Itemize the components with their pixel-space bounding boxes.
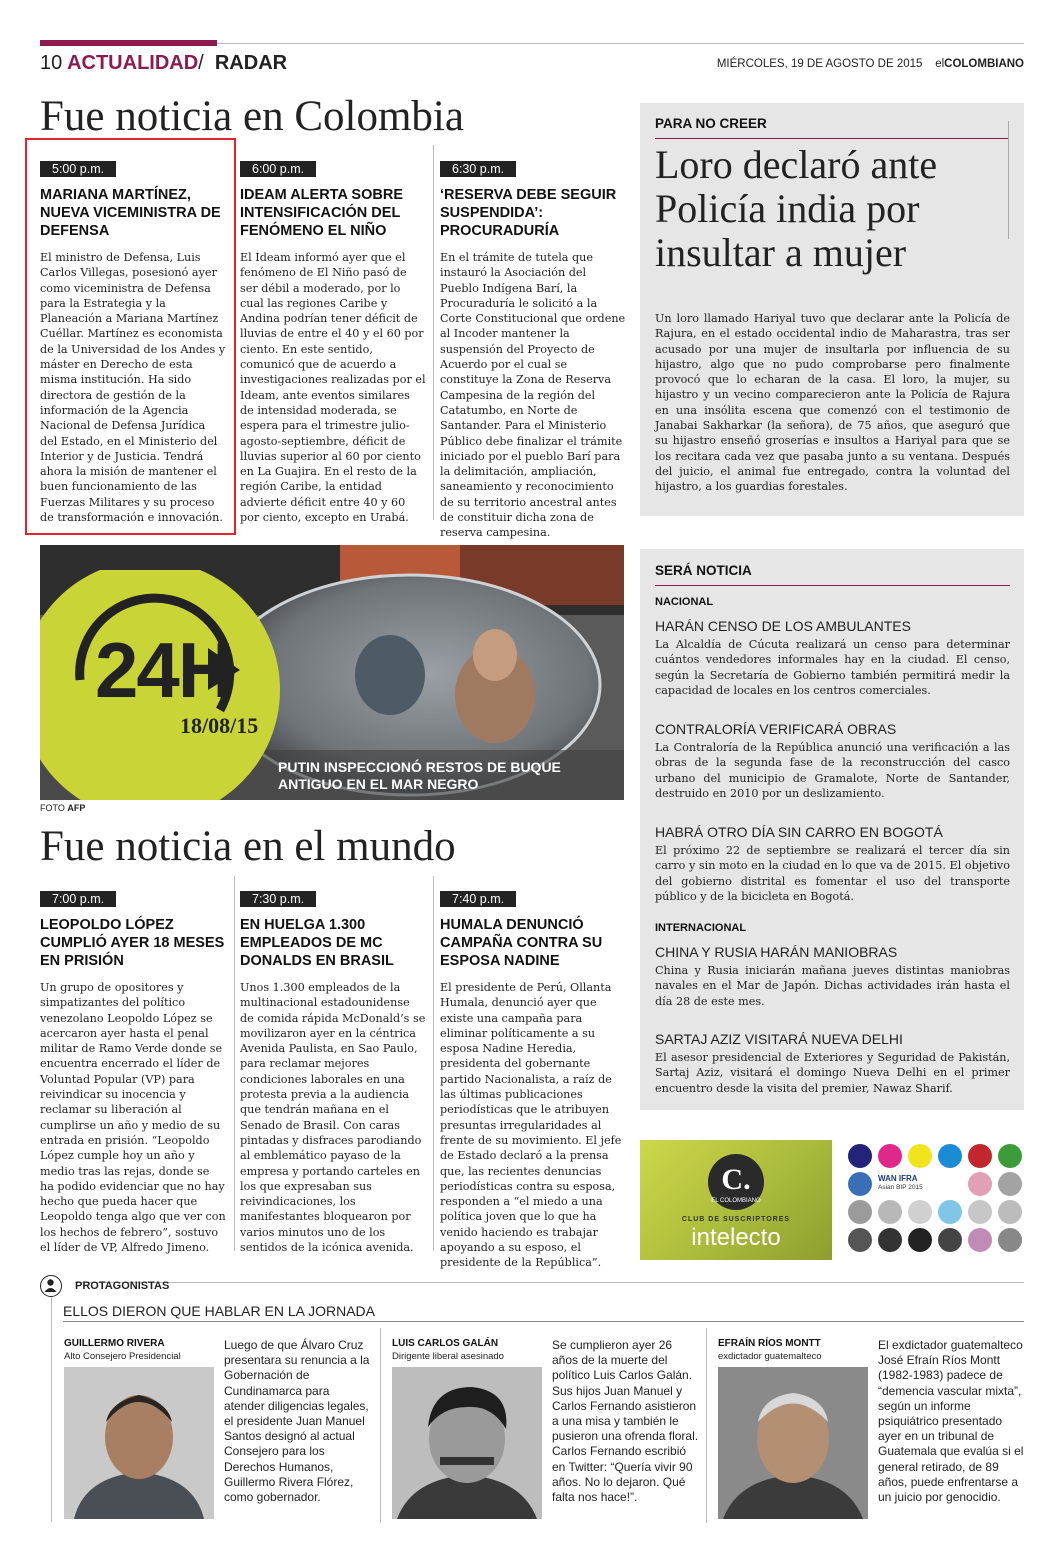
club-logo-icon: C. (708, 1154, 764, 1210)
column-divider (380, 1328, 381, 1523)
sera-noticia-item (655, 618, 1010, 698)
sera-noticia-item (655, 1031, 1010, 1096)
mundo-item-2 (240, 888, 426, 1255)
news-headline: EN HUELGA 1.300 EMPLEADOS DE MC DONALDS EN BRASIL (240, 917, 394, 969)
sera-noticia-headline: SARTAJ AZIZ VISITARÁ NUEVA DELHI (655, 1031, 903, 1047)
news-body: El Ideam informó ayer que el fenómeno de El Niño pasó de ser débil a moderado, por lo cual las regiones Caribe y Andina podrían tener déficit de lluvias de entre el 40 y el 60 por ciento. En este sentido, comunicó que de acuerdo a investigaciones realizadas por el Ideam, ante eventos similares de intensidad moderada, se espera para el trimestre julio-agosto-septiembre, déficit de lluvias superior al 60 por ciento en La Guajira. En el resto de la región Caribe, la entidad advierte déficit entre 40 y 60 por ciento, excepto en Urabá. (240, 251, 426, 525)
brand-prefix: el (935, 58, 945, 70)
news-body: Unos 1.300 empleados de la multinacional estadounidense de comida rápida McDonald’s se movilizaron ayer en la céntrica Avenida Paulista, en Sao Paulo, para reclamar mejores condiciones laborales en una protesta previa a la audiencia que tendrán mañana en el Senado de Brasil. Con caras pintadas y disfraces parodiando al emblemático payaso de la empresa y portando carteles en los que expresaban sus reivindicaciones, los manifestantes bloquearon por varios minutos uno de los sentidos de la icónica avenida. (240, 981, 426, 1255)
para-no-creer-box (640, 103, 1024, 516)
news-headline: IDEAM ALERTA SOBRE INTENSIFICACIÓN DEL FENÓMENO EL NIÑO (240, 187, 403, 239)
para-no-creer-body: Un loro llamado Hariyal tuvo que declarar ante la Policía de Rajura, en el estado occidental indio de Maharastra, tras ser acusado por una mujer de insultarla por influencia de su hijastro, algo que no pudo comprobarse pero finalmente provocó que lo echaran de la casa. El loro, la mujer, su hijastro y un vecino comparecieron ante la Policía de Rajura en una insólita escena que comenzó con el testimonio de Janabai Sakharkar (la señora), de 75 años, que aseguró que su hijastro enseñó groserías e insultos a Hariyal para que se los recitara cada vez que pasaba junto a su ventana. Después del juicio, el animal fue entregado, contra la voluntad del hijastro, a los guardias forestales. (655, 312, 1010, 494)
protagonist-photo (64, 1367, 214, 1519)
sera-noticia-body: La Contraloría de la República anunció una verificación a las obras de la segunda fase de la reconstrucción del casco urbano del municipio de Gramalote, Norte de Santander, destruido en 2010 por un deslizamiento. (655, 741, 1010, 800)
news-body: En el trámite de tutela que instauró la Asociación del Pueblo Indígena Barí, la Procuraduría le solicitó a la Corte Constitucional que ordene al Incoder mantener la suspensión del Proyecto de Acuerdo por el cual se constituye la Zona de Reserva Campesina de la región del Catatumbo, en Norte de Santander. Para el Ministerio Público debe finalizar el trámite iniciado por el pueblo Barí para la delimitación, ampliación, saneamiento y reconocimiento de su territorio ancestral antes de constituir dicha zona de reserva campesina. (440, 251, 626, 540)
protagonist-name: EFRAÍN RÍOS MONTT (718, 1338, 821, 1349)
mundo-section-title: Fue noticia en el mundo (40, 823, 456, 870)
box-side-rule (1008, 121, 1009, 239)
protagonist-text: Se cumplieron ayer 26 años de la muerte del político Luis Carlos Galán. Sus hijos Juan Manuel y Carlos Fernando asistieron a una misa y también le pusieron una ofrenda floral. Carlos Fernando escribió en Twitter: “Quería vivir 90 años. No lo dejaron. Qué falta nos hace!”. (552, 1338, 699, 1505)
header-date-brand (717, 58, 1024, 70)
highlight-box (25, 138, 236, 535)
nacional-label: NACIONAL (655, 596, 714, 608)
photo-credit (40, 803, 85, 813)
color-swatches (840, 1140, 1024, 1260)
sera-noticia-body: El asesor presidencial de Exteriores y Seguridad de Pakistán, Sartaj Aziz, visitará el domingo Nueva Delhi en el primer encuentro desde la visita del premier, Nawaz Sharif. (655, 1051, 1010, 1095)
club-intelecto-ad[interactable] (640, 1140, 832, 1260)
protagonistas-rule (75, 1282, 1024, 1283)
mundo-item-3 (440, 888, 626, 1271)
header-rule (217, 43, 1024, 44)
person-icon (40, 1275, 62, 1297)
news-headline: MARIANA MARTÍNEZ, NUEVA VICEMINISTRA DE DEFENSA (40, 187, 221, 239)
column-divider (706, 1328, 707, 1523)
protagonist-role: Alto Consejero Presidencial (64, 1351, 181, 1362)
label-rule (655, 585, 1010, 586)
sera-noticia-label: SERÁ NOTICIA (655, 563, 752, 578)
time-badge: 7:00 p.m. (40, 891, 116, 907)
news-photo (40, 545, 624, 800)
colombia-item-2 (240, 158, 426, 525)
sera-noticia-box (640, 549, 1024, 1110)
photo-credit-label: FOTO (40, 803, 65, 813)
sera-noticia-body: El próximo 22 de septiembre se realizará el tercer día sin carro y sin moto en la ciudad en lo que va de 2015. El objetivo del gobierno distrital es fomentar el uso del transporte público y de la bicicleta en Bogotá. (655, 844, 1010, 903)
photo-date: 18/08/15 (180, 713, 259, 738)
news-headline: ‘RESERVA DEBE SEGUIR SUSPENDIDA’: PROCURADURÍA (440, 187, 617, 239)
column-divider (234, 876, 235, 1251)
time-badge: 6:00 p.m. (240, 161, 316, 177)
sera-noticia-headline: HABRÁ OTRO DÍA SIN CARRO EN BOGOTÁ (655, 824, 943, 840)
colombia-item-3 (440, 158, 626, 541)
protagonist-text: Luego de que Álvaro Cruz presentara su renuncia a la Gobernación de Cundinamarca para atender diligencias legales, el presidente Juan Manuel Santos designó al actual Consejero para los Derechos Humanos, Guillermo Rivera Flórez, como gobernador. (224, 1338, 370, 1505)
wan-ifra-sub: Asian BIP 2015 (878, 1184, 923, 1191)
section-header (40, 52, 287, 75)
protagonistas-side-rule (51, 1297, 52, 1522)
news-body: El ministro de Defensa, Luis Carlos Villegas, posesionó ayer como viceministra de Defensa para la Estrategia y la Planeación a Mariana Martínez Cuéllar. Martínez es economista de la Universidad de los Andes y máster en Derecho de esta misma institución. Ha sido directora de gestión de la información de la Agencia Nacional de Defensa Jurídica del Estado, en el Ministerio del Interior y de Justicia. Tendrá ahora la misión de mantener el buen funcionamiento de las Fuerzas Militares y su proceso de transformación e innovación. (40, 251, 226, 525)
color-calibration-ad (840, 1140, 1024, 1260)
colombia-section-title: Fue noticia en Colombia (40, 93, 464, 140)
section-separator: / (198, 52, 204, 74)
sera-noticia-item (655, 824, 1010, 904)
time-badge: 7:40 p.m. (440, 891, 516, 907)
photo-caption: PUTIN INSPECCIONÓ RESTOS DE BUQUE ANTIGUO EN EL MAR NEGRO (278, 759, 561, 792)
time-badge: 6:30 p.m. (440, 161, 516, 177)
brand-name: COLOMBIANO (944, 58, 1024, 70)
sera-noticia-item (655, 944, 1010, 1009)
column-divider (433, 876, 434, 1251)
protagonist-name: LUIS CARLOS GALÁN (392, 1338, 499, 1349)
internacional-label: INTERNACIONAL (655, 922, 747, 934)
protagonist-name: GUILLERMO RIVERA (64, 1338, 165, 1349)
subsection-name: RADAR (214, 52, 288, 74)
time-badge: 7:30 p.m. (240, 891, 316, 907)
news-body: Un grupo de opositores y simpatizantes del político venezolano Leopoldo López se acercaron ayer hasta el penal militar de Ramo Verde donde se encuentra encerrado el líder de Voluntad Popular (VP) para reivindicar su inocencia y reclamar su liberación al cumplirse un año y medio de su entrada en prisión. “Leopoldo López cumple hoy un año y medio tras las rejas, donde se ha podido evidenciar que no hay hecho que pueda hacer que Leopoldo tenga algo que ver con los hechos de febrero”, sostuvo el líder de VP, Alfredo Jimeno. (40, 981, 226, 1255)
24h-logo-text: 24H (95, 626, 233, 714)
protagonist-role: exdictador guatemalteco (718, 1351, 822, 1362)
protagonist-photo (392, 1367, 542, 1519)
column-divider (433, 145, 434, 520)
sera-noticia-body: China y Rusia iniciarán mañana jueves distintas maniobras navales en el Mar de Japón. Dichas actividades irán hasta el día 28 de este mes. (655, 964, 1010, 1008)
section-name: ACTUALIDAD (67, 52, 199, 74)
label-rule (655, 138, 1009, 139)
sera-noticia-body: La Alcaldía de Cúcuta realizará un censo para determinar cuántos vendedores informales hay en la ciudad. El censo, según la Secretaría de Gobierno también permitirá medir la capacidad de locales en los centros comerciales. (655, 638, 1010, 697)
news-headline: HUMALA DENUNCIÓ CAMPAÑA CONTRA SU ESPOSA NADINE (440, 917, 603, 969)
sera-noticia-headline: CONTRALORÍA VERIFICARÁ OBRAS (655, 721, 897, 737)
time-badge: 5:00 p.m. (40, 161, 116, 177)
sera-noticia-headline: HARÁN CENSO DE LOS AMBULANTES (655, 618, 911, 634)
mundo-item-1 (40, 888, 226, 1255)
protagonistas-label: PROTAGONISTAS (75, 1280, 170, 1292)
sera-noticia-item (655, 721, 1010, 801)
news-headline: LEOPOLDO LÓPEZ CUMPLIÓ AYER 18 MESES EN PRISIÓN (40, 917, 225, 969)
header-accent-bar (40, 40, 217, 46)
photo-credit-agency: AFP (67, 803, 86, 813)
club-name: intelecto (691, 1224, 781, 1251)
protagonist-role: Dirigente liberal asesinado (392, 1351, 504, 1362)
wan-ifra-label: WAN IFRA (878, 1174, 918, 1183)
club-label: CLUB DE SUSCRIPTORES (681, 1216, 791, 1223)
sera-noticia-headline: CHINA Y RUSIA HARÁN MANIOBRAS (655, 944, 898, 960)
protagonist-text: El exdictador guatemalteco José Efraín Ríos Montt (1982-1983) padece de “demencia vascular mixta”, según un informe psiquiátrico presentado ayer en un tribunal de Guatemala que evalúa si el general retirado, de 89 años, puede enfrentarse a un juicio por genocidio. (878, 1338, 1024, 1505)
club-brand-small: EL COLOMBIANO (711, 1198, 761, 1204)
para-no-creer-title: Loro declaró ante Policía india por insultar a mujer (655, 142, 938, 275)
news-body: El presidente de Perú, Ollanta Humala, denunció ayer que existe una campaña para eliminar políticamente a su esposa Nadine Heredia, presidenta del gobernante partido Nacionalista, a raíz de las últimas publicaciones periodísticas que le atribuyen presuntas irregularidades al frente de su movimiento. El jefe de Estado declaró a la prensa que, las recientes denuncias periodísticas contra su esposa, responden a “el miedo a una política joven que lo que ha venido haciendo es trabajar apoyando a su esposo, el presidente de la República”. (440, 981, 622, 1270)
protagonistas-subtitle-rule (63, 1321, 1024, 1322)
page-number: 10 (40, 52, 63, 74)
issue-date: MIÉRCOLES, 19 DE AGOSTO DE 2015 (716, 58, 923, 70)
protagonist-photo (718, 1367, 868, 1519)
para-no-creer-label: PARA NO CREER (655, 116, 767, 131)
protagonistas-subtitle: ELLOS DIERON QUE HABLAR EN LA JORNADA (63, 1303, 375, 1319)
